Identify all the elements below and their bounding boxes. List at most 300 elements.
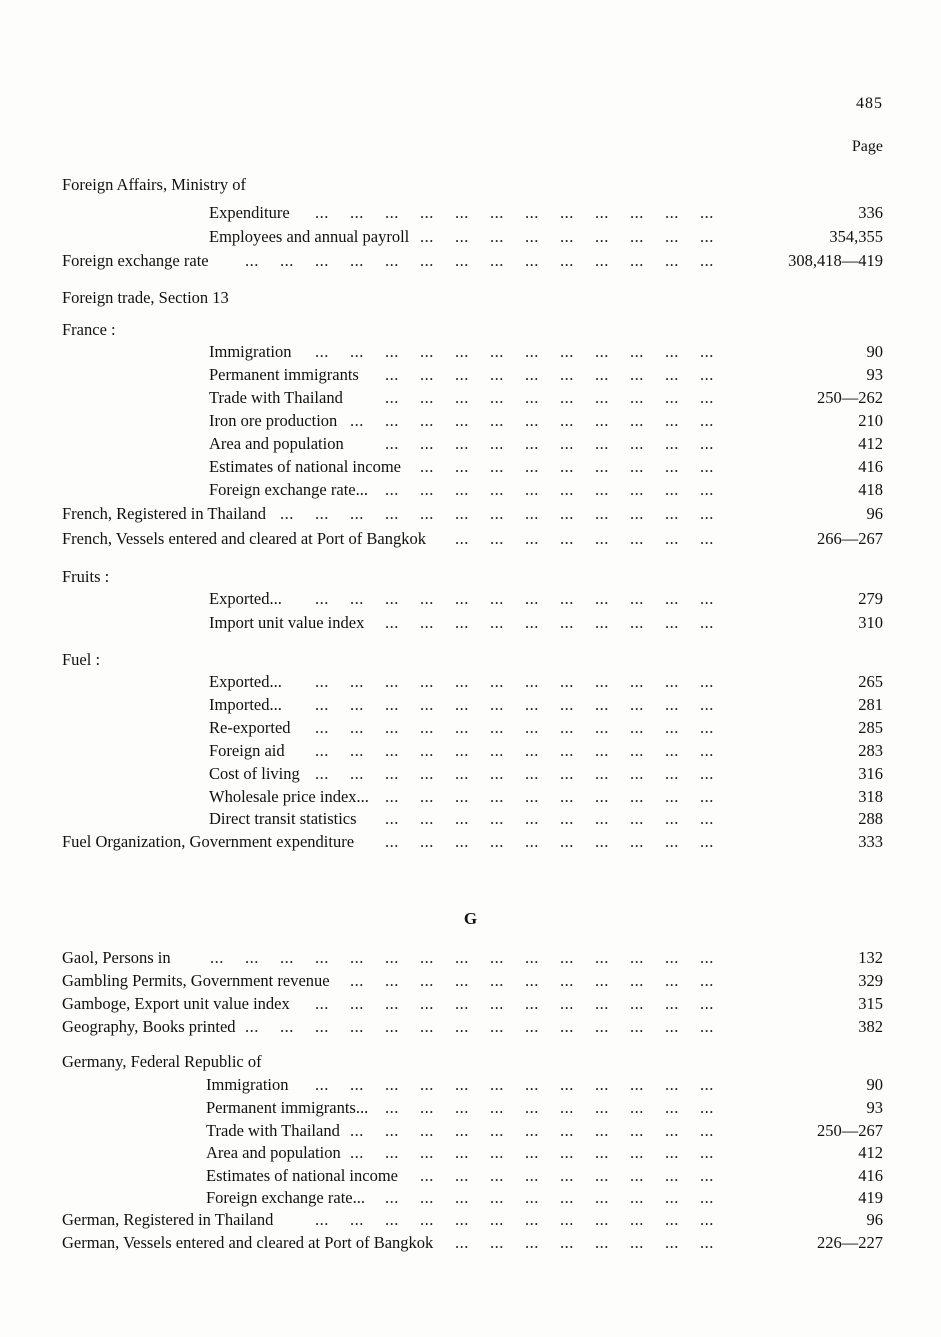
leader-dots: ... [455,365,469,384]
leader-dots: ... [420,809,434,828]
leader-dots: ... [665,832,679,851]
leader-dots: ... [385,809,399,828]
leader-dots: ... [490,672,504,691]
page-reference: 336 [858,203,883,222]
leader-dots: ... [385,388,399,407]
leader-dots: ... [385,1210,399,1229]
leader-dots: ... [525,832,539,851]
leader-dots: ... [350,1017,364,1036]
leader-dots: ... [630,1143,644,1162]
leader-dots: ... [350,672,364,691]
leader-dots: ... [350,1143,364,1162]
page-reference: 90 [866,342,883,361]
leader-dots: ... [350,1075,364,1094]
page-column-label: Page [851,138,883,155]
leader-dots: ... [315,764,329,783]
leader-dots: ... [525,251,539,270]
leader-dots: ... [490,529,504,548]
index-entry [0,410,941,432]
leader-dots: ... [630,787,644,806]
leader-dots: ... [490,411,504,430]
leader-dots: ... [560,203,574,222]
leader-dots: ... [420,203,434,222]
leader-dots: ... [490,1075,504,1094]
page-reference: 310 [858,613,883,632]
leader-dots: ... [315,203,329,222]
index-term: French, Registered in Thailand [62,504,267,523]
index-entry [0,612,941,634]
index-term: Fuel Organization, Government expenditure [62,832,355,851]
leader-dots: ... [350,342,364,361]
leader-dots: ... [455,764,469,783]
leader-dots: ... [490,1121,504,1140]
leader-dots: ... [420,613,434,632]
page-reference: 226—227 [817,1233,883,1252]
leader-dots: ... [280,504,294,523]
leader-dots: ... [350,1210,364,1229]
leader-dots: ... [630,718,644,737]
leader-dots: ... [700,613,714,632]
index-term: Employees and annual payroll [209,227,410,246]
leader-dots: ... [700,971,714,990]
leader-dots: ... [665,971,679,990]
leader-dots: ... [315,948,329,967]
leader-dots: ... [490,948,504,967]
leader-dots: ... [385,741,399,760]
leader-dots: ... [385,434,399,453]
leader-dots: ... [455,1017,469,1036]
index-entry [0,694,941,716]
leader-dots: ... [595,613,609,632]
index-term: Iron ore production [209,411,338,430]
leader-dots: ... [525,1210,539,1229]
leader-dots: ... [490,1098,504,1117]
leader-dots: ... [385,948,399,967]
leader-dots: ... [595,457,609,476]
leader-dots: ... [665,787,679,806]
leader-dots: ... [455,388,469,407]
leader-dots: ... [420,672,434,691]
leader-dots: ... [630,1121,644,1140]
leader-dots: ... [630,388,644,407]
page-reference: 285 [858,718,883,737]
index-term: Immigration [206,1075,289,1094]
leader-dots: ... [700,832,714,851]
leader-dots: ... [490,434,504,453]
index-term: Geography, Books printed [62,1017,236,1036]
leader-dots: ... [455,1233,469,1252]
leader-dots: ... [595,809,609,828]
leader-dots: ... [700,1166,714,1185]
page-reference: 412 [858,1143,883,1162]
leader-dots: ... [490,741,504,760]
leader-dots: ... [595,718,609,737]
leader-dots: ... [665,529,679,548]
leader-dots: ... [385,342,399,361]
leader-dots: ... [350,589,364,608]
leader-dots: ... [525,1166,539,1185]
leader-dots: ... [560,227,574,246]
leader-dots: ... [700,1188,714,1207]
leader-dots: ... [280,948,294,967]
leader-dots: ... [665,504,679,523]
leader-dots: ... [455,718,469,737]
leader-dots: ... [560,832,574,851]
leader-dots: ... [595,434,609,453]
page-reference: 288 [858,809,883,828]
leader-dots: ... [490,695,504,714]
leader-dots: ... [455,589,469,608]
leader-dots: ... [630,589,644,608]
leader-dots: ... [595,388,609,407]
leader-dots: ... [595,1188,609,1207]
leader-dots: ... [595,1075,609,1094]
leader-dots: ... [315,741,329,760]
index-entry [0,479,941,501]
leader-dots: ... [560,1098,574,1117]
page-reference: 315 [858,994,883,1013]
index-entry [0,503,941,525]
leader-dots: ... [700,1017,714,1036]
leader-dots: ... [455,1188,469,1207]
leader-dots: ... [525,1233,539,1252]
leader-dots: ... [350,948,364,967]
leader-dots: ... [350,695,364,714]
leader-dots: ... [560,504,574,523]
index-entry [0,1232,941,1254]
leader-dots: ... [385,1098,399,1117]
index-term: Gambling Permits, Government revenue [62,971,330,990]
leader-dots: ... [595,480,609,499]
leader-dots: ... [560,480,574,499]
page-reference: 265 [858,672,883,691]
leader-dots: ... [385,613,399,632]
leader-dots: ... [560,695,574,714]
leader-dots: ... [665,613,679,632]
leader-dots: ... [665,1017,679,1036]
index-term: Trade with Thailand [209,388,343,407]
leader-dots: ... [630,832,644,851]
page-reference: 412 [858,434,883,453]
leader-dots: ... [630,1210,644,1229]
leader-dots: ... [665,718,679,737]
leader-dots: ... [665,251,679,270]
leader-dots: ... [560,1143,574,1162]
leader-dots: ... [630,695,644,714]
leader-dots: ... [630,411,644,430]
leader-dots: ... [525,948,539,967]
index-entry [0,1120,941,1142]
page-reference: 308,418—419 [788,251,883,270]
leader-dots: ... [665,388,679,407]
leader-dots: ... [315,342,329,361]
index-entry [0,1142,941,1164]
leader-dots: ... [385,994,399,1013]
leader-dots: ... [665,809,679,828]
leader-dots: ... [350,718,364,737]
leader-dots: ... [525,1098,539,1117]
leader-dots: ... [245,1017,259,1036]
index-entry [0,250,941,272]
leader-dots: ... [315,589,329,608]
leader-dots: ... [385,832,399,851]
leader-dots: ... [700,1121,714,1140]
leader-dots: ... [455,994,469,1013]
leader-dots: ... [420,589,434,608]
index-term: French, Vessels entered and cleared at Port of Bangkok [62,529,426,548]
leader-dots: ... [700,251,714,270]
leader-dots: ... [595,1143,609,1162]
leader-dots: ... [560,1233,574,1252]
leader-dots: ... [665,1121,679,1140]
leader-dots: ... [630,1233,644,1252]
leader-dots: ... [490,457,504,476]
leader-dots: ... [560,948,574,967]
index-term: Imported... [209,695,282,714]
page-reference: 96 [866,1210,883,1229]
leader-dots: ... [350,971,364,990]
leader-dots: ... [560,365,574,384]
leader-dots: ... [560,457,574,476]
leader-dots: ... [665,1233,679,1252]
leader-dots: ... [455,741,469,760]
leader-dots: ... [455,457,469,476]
index-entry [0,831,941,853]
leader-dots: ... [595,971,609,990]
index-term: Immigration [209,342,292,361]
page-reference: 250—267 [817,1121,883,1140]
index-term: Foreign aid [209,741,285,760]
leader-dots: ... [455,613,469,632]
leader-dots: ... [385,504,399,523]
leader-dots: ... [525,227,539,246]
leader-dots: ... [560,388,574,407]
leader-dots: ... [560,1017,574,1036]
leader-dots: ... [490,1017,504,1036]
leader-dots: ... [700,1233,714,1252]
leader-dots: ... [420,741,434,760]
leader-dots: ... [420,832,434,851]
leader-dots: ... [525,529,539,548]
page-reference: 329 [858,971,883,990]
leader-dots: ... [455,529,469,548]
leader-dots: ... [490,809,504,828]
leader-dots: ... [315,695,329,714]
leader-dots: ... [525,787,539,806]
page-number: 485 [856,95,883,112]
index-term: Foreign exchange rate... [209,480,368,499]
index-heading: Foreign Affairs, Ministry of [62,175,246,194]
leader-dots: ... [700,948,714,967]
leader-dots: ... [455,809,469,828]
leader-dots: ... [420,365,434,384]
leader-dots: ... [525,695,539,714]
leader-dots: ... [525,203,539,222]
page-reference: 210 [858,411,883,430]
leader-dots: ... [490,342,504,361]
leader-dots: ... [245,251,259,270]
index-heading: Foreign trade, Section 13 [62,288,229,307]
index-term: Direct transit statistics [209,809,357,828]
page-reference: 90 [866,1075,883,1094]
page-reference: 419 [858,1188,883,1207]
index-entry [0,671,941,693]
leader-dots: ... [455,411,469,430]
leader-dots: ... [630,1188,644,1207]
leader-dots: ... [455,203,469,222]
leader-dots: ... [630,613,644,632]
index-entry [0,528,941,550]
page-reference: 283 [858,741,883,760]
leader-dots: ... [665,994,679,1013]
leader-dots: ... [385,251,399,270]
leader-dots: ... [525,388,539,407]
leader-dots: ... [595,1233,609,1252]
leader-dots: ... [525,342,539,361]
index-term: Cost of living [209,764,300,783]
leader-dots: ... [490,251,504,270]
leader-dots: ... [595,1166,609,1185]
leader-dots: ... [385,1188,399,1207]
leader-dots: ... [595,741,609,760]
leader-dots: ... [385,589,399,608]
leader-dots: ... [560,1121,574,1140]
leader-dots: ... [490,1233,504,1252]
index-term: Exported... [209,589,282,608]
leader-dots: ... [630,203,644,222]
leader-dots: ... [455,695,469,714]
index-term: Permanent immigrants... [206,1098,369,1117]
page-reference: 318 [858,787,883,806]
leader-dots: ... [595,695,609,714]
leader-dots: ... [420,1098,434,1117]
leader-dots: ... [245,948,259,967]
leader-dots: ... [490,1210,504,1229]
leader-dots: ... [665,1210,679,1229]
leader-dots: ... [700,365,714,384]
leader-dots: ... [665,741,679,760]
leader-dots: ... [630,251,644,270]
leader-dots: ... [525,1121,539,1140]
leader-dots: ... [700,342,714,361]
index-entry [0,202,941,224]
leader-dots: ... [455,787,469,806]
leader-dots: ... [350,994,364,1013]
leader-dots: ... [595,832,609,851]
leader-dots: ... [560,764,574,783]
index-entry [0,1165,941,1187]
leader-dots: ... [525,718,539,737]
leader-dots: ... [560,809,574,828]
index-entry [0,763,941,785]
leader-dots: ... [665,695,679,714]
index-entry [0,1016,941,1038]
leader-dots: ... [665,342,679,361]
index-entry [0,364,941,386]
leader-dots: ... [630,764,644,783]
leader-dots: ... [490,1143,504,1162]
leader-dots: ... [665,948,679,967]
index-term: Gamboge, Export unit value index [62,994,290,1013]
index-term: Estimates of national income [206,1166,398,1185]
index-entry [0,341,941,363]
leader-dots: ... [385,764,399,783]
leader-dots: ... [385,480,399,499]
leader-dots: ... [455,251,469,270]
leader-dots: ... [420,994,434,1013]
leader-dots: ... [700,787,714,806]
leader-dots: ... [700,1210,714,1229]
page-reference: 250—262 [817,388,883,407]
index-term: Re-exported [209,718,291,737]
index-heading: Fruits : [62,567,110,586]
leader-dots: ... [350,203,364,222]
leader-dots: ... [665,411,679,430]
leader-dots: ... [525,365,539,384]
leader-dots: ... [595,764,609,783]
leader-dots: ... [525,741,539,760]
leader-dots: ... [700,1098,714,1117]
index-term: Trade with Thailand [206,1121,340,1140]
leader-dots: ... [420,251,434,270]
leader-dots: ... [490,971,504,990]
leader-dots: ... [700,529,714,548]
leader-dots: ... [490,832,504,851]
leader-dots: ... [525,504,539,523]
leader-dots: ... [525,1075,539,1094]
section-letter-g: G [463,909,478,928]
leader-dots: ... [595,589,609,608]
page-reference: 93 [866,1098,883,1117]
leader-dots: ... [280,251,294,270]
leader-dots: ... [490,365,504,384]
leader-dots: ... [595,365,609,384]
leader-dots: ... [525,480,539,499]
leader-dots: ... [630,1098,644,1117]
leader-dots: ... [350,411,364,430]
leader-dots: ... [665,365,679,384]
leader-dots: ... [455,1166,469,1185]
leader-dots: ... [700,741,714,760]
leader-dots: ... [490,1188,504,1207]
leader-dots: ... [595,203,609,222]
leader-dots: ... [420,342,434,361]
index-entry [0,433,941,455]
leader-dots: ... [700,388,714,407]
leader-dots: ... [595,411,609,430]
leader-dots: ... [385,411,399,430]
leader-dots: ... [595,994,609,1013]
leader-dots: ... [350,251,364,270]
leader-dots: ... [700,504,714,523]
leader-dots: ... [560,529,574,548]
leader-dots: ... [525,613,539,632]
leader-dots: ... [560,787,574,806]
leader-dots: ... [420,948,434,967]
leader-dots: ... [560,589,574,608]
leader-dots: ... [700,411,714,430]
leader-dots: ... [700,1143,714,1162]
page-reference: 266—267 [817,529,883,548]
leader-dots: ... [420,457,434,476]
leader-dots: ... [420,718,434,737]
leader-dots: ... [455,1210,469,1229]
leader-dots: ... [315,1017,329,1036]
leader-dots: ... [315,672,329,691]
leader-dots: ... [420,434,434,453]
leader-dots: ... [385,971,399,990]
page-reference: 333 [858,832,883,851]
